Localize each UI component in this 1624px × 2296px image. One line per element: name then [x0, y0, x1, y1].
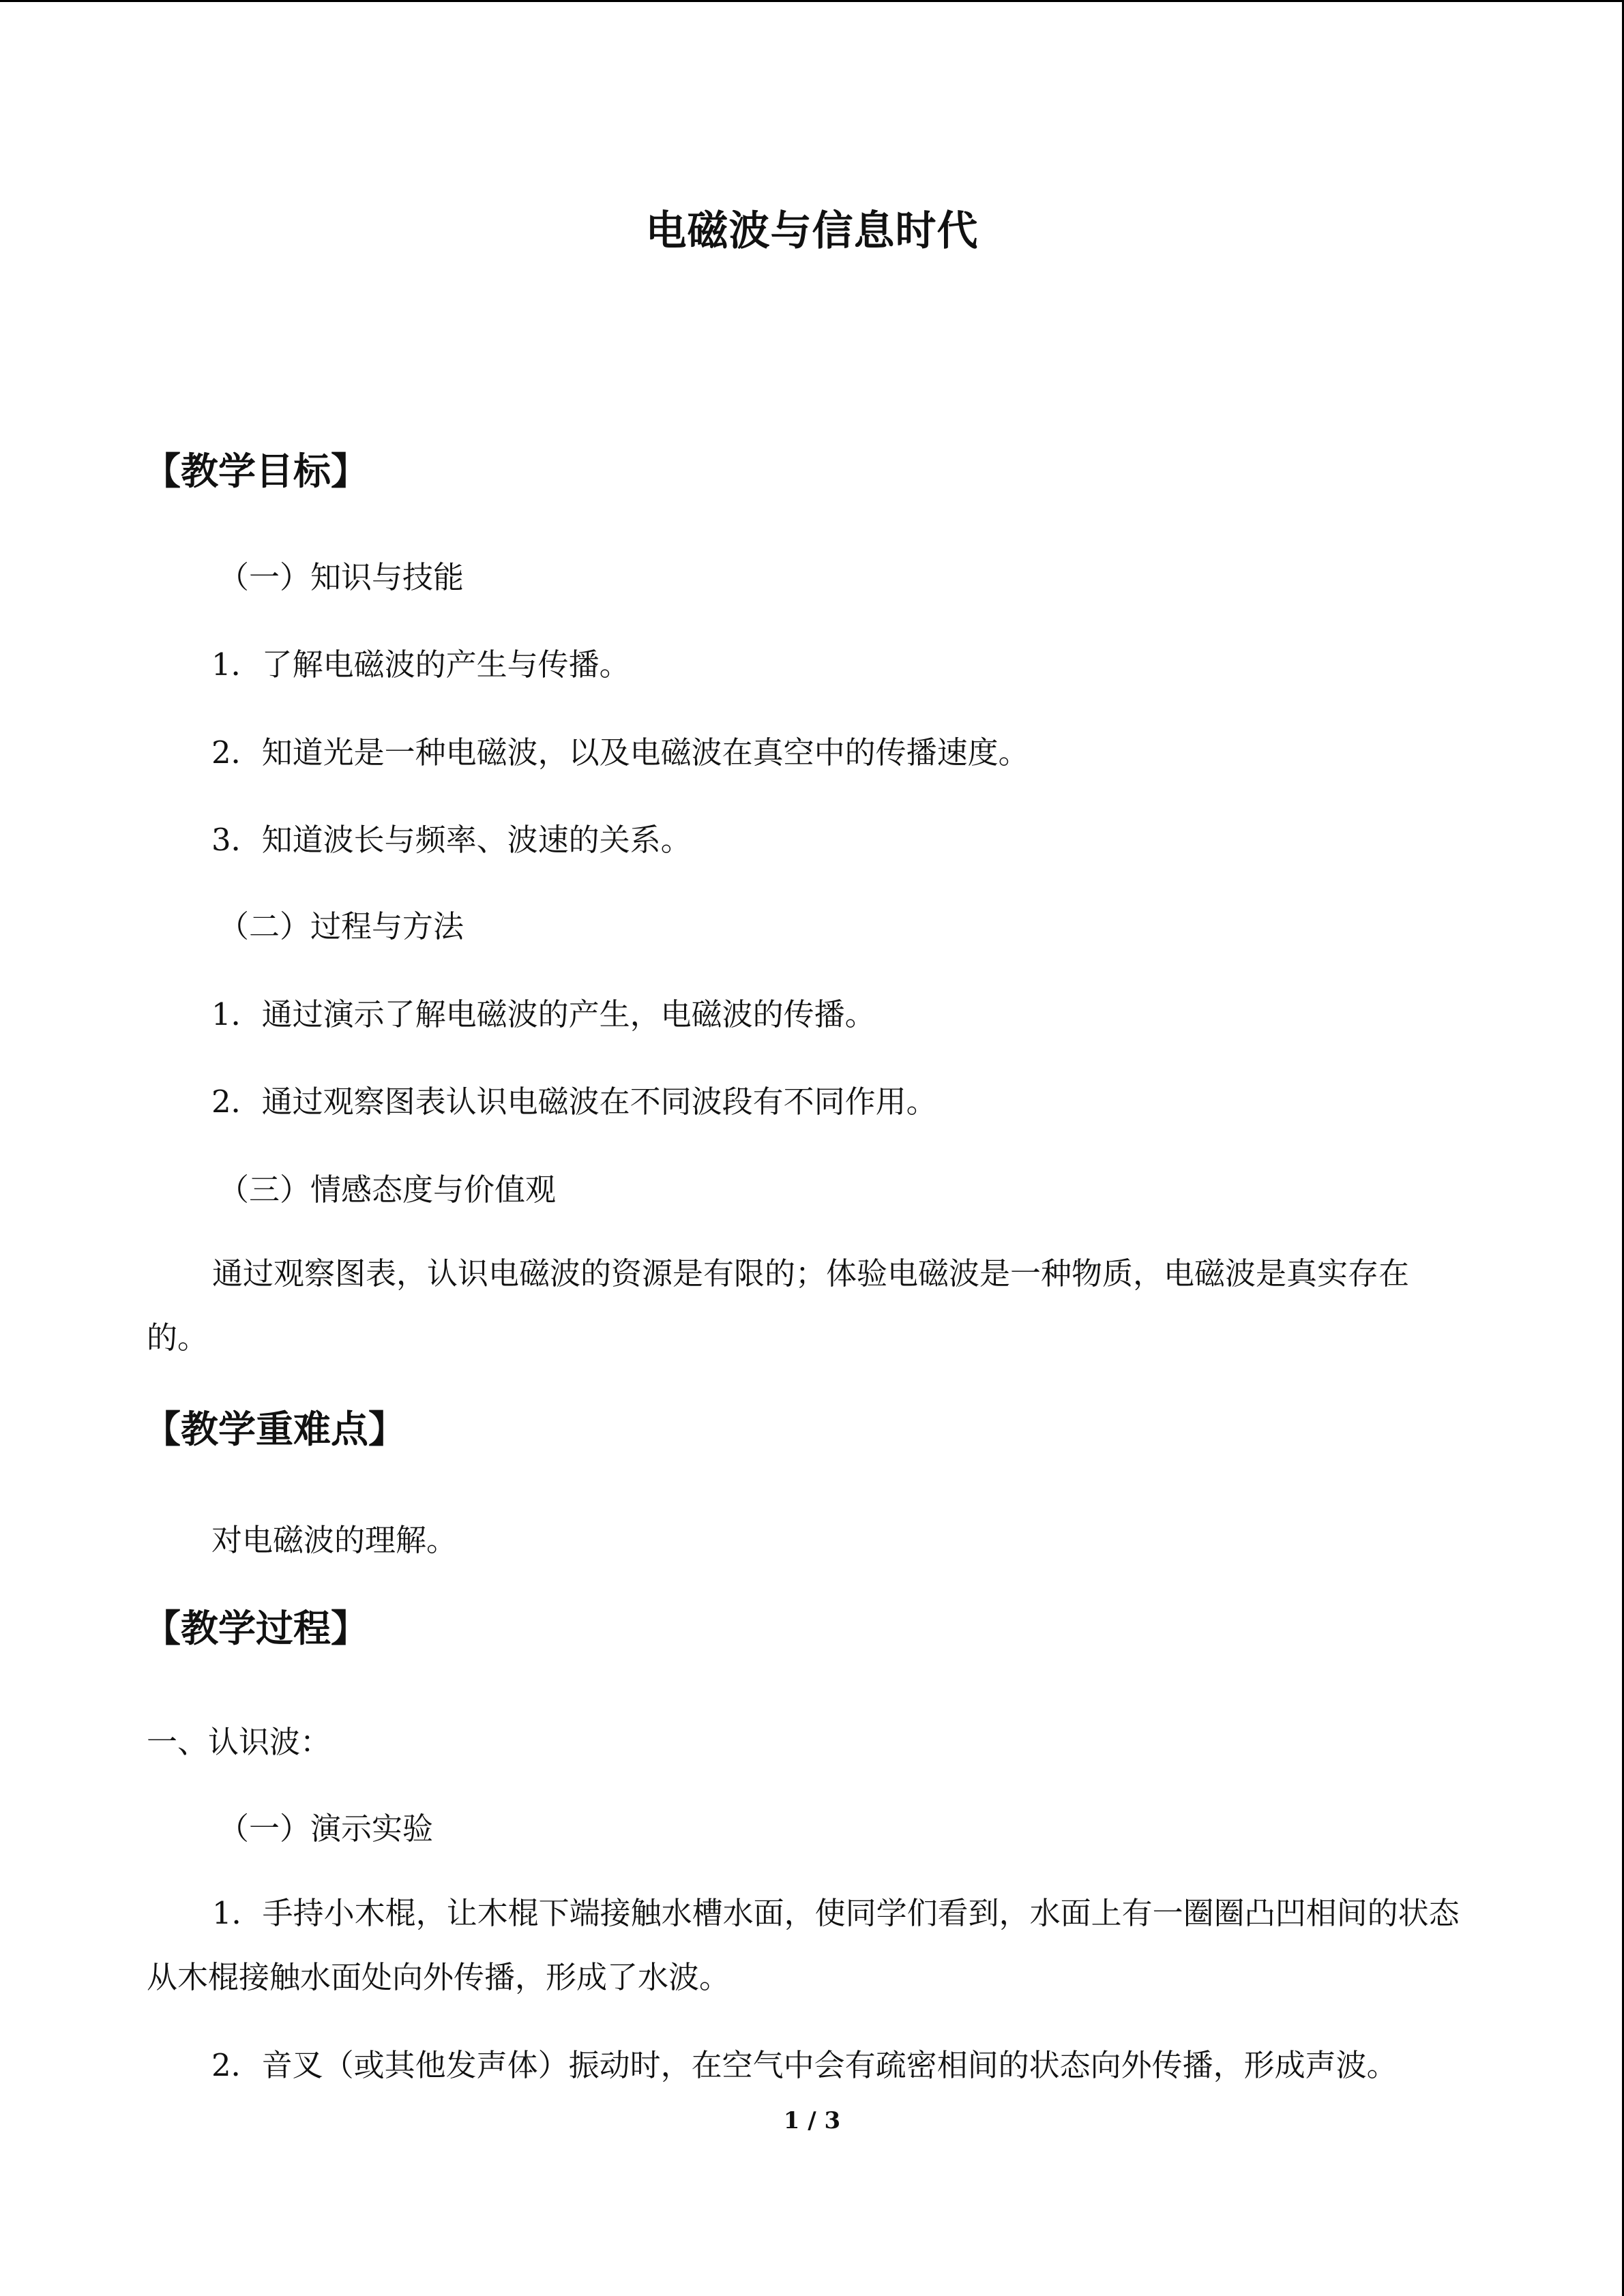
key-points-paragraph: 对电磁波的理解。	[211, 1522, 458, 1558]
process-method-item-2: 2．通过观察图表认识电磁波在不同波段有不同作用。	[211, 1084, 937, 1120]
process-method-item-1: 1．通过演示了解电磁波的产生，电磁波的传播。	[211, 996, 876, 1032]
knowledge-skills-label: （一）知识与技能	[218, 559, 464, 595]
knowledge-item-3: 3．知道波长与频率、波速的关系。	[211, 822, 692, 858]
teaching-process-heading: 【教学过程】	[143, 1606, 369, 1650]
page-number: 1 / 3	[783, 2107, 841, 2134]
knowledge-item-2: 2．知道光是一种电磁波，以及电磁波在真空中的传播速度。	[211, 734, 1029, 771]
attitude-values-label: （三）情感态度与价值观	[218, 1172, 557, 1208]
demo-item-2: 2．音叉（或其他发声体）振动时，在空气中会有疏密相间的状态向外传播，形成声波。	[211, 2047, 1398, 2083]
objectives-heading: 【教学目标】	[143, 449, 369, 493]
process-method-label: （二）过程与方法	[218, 908, 464, 944]
knowledge-item-1: 1．了解电磁波的产生与传播。	[211, 646, 630, 683]
document-title: 电磁波与信息时代	[645, 207, 979, 255]
key-points-heading: 【教学重难点】	[143, 1407, 407, 1451]
demo-item-1: 1．手持小木棍，让木棍下端接触水槽水面，使同学们看到，水面上有一圈圈凸凹相间的状态从木棍接触水面处向外传播，形成了水波。	[147, 1895, 1460, 1995]
attitude-values-paragraph: 通过观察图表，认识电磁波的资源是有限的；体验电磁波是一种物质，电磁波是真实存在的。	[147, 1255, 1410, 1356]
section-recognize-waves: 一、认识波：	[147, 1724, 331, 1760]
demo-experiment-label: （一）演示实验	[218, 1810, 434, 1847]
